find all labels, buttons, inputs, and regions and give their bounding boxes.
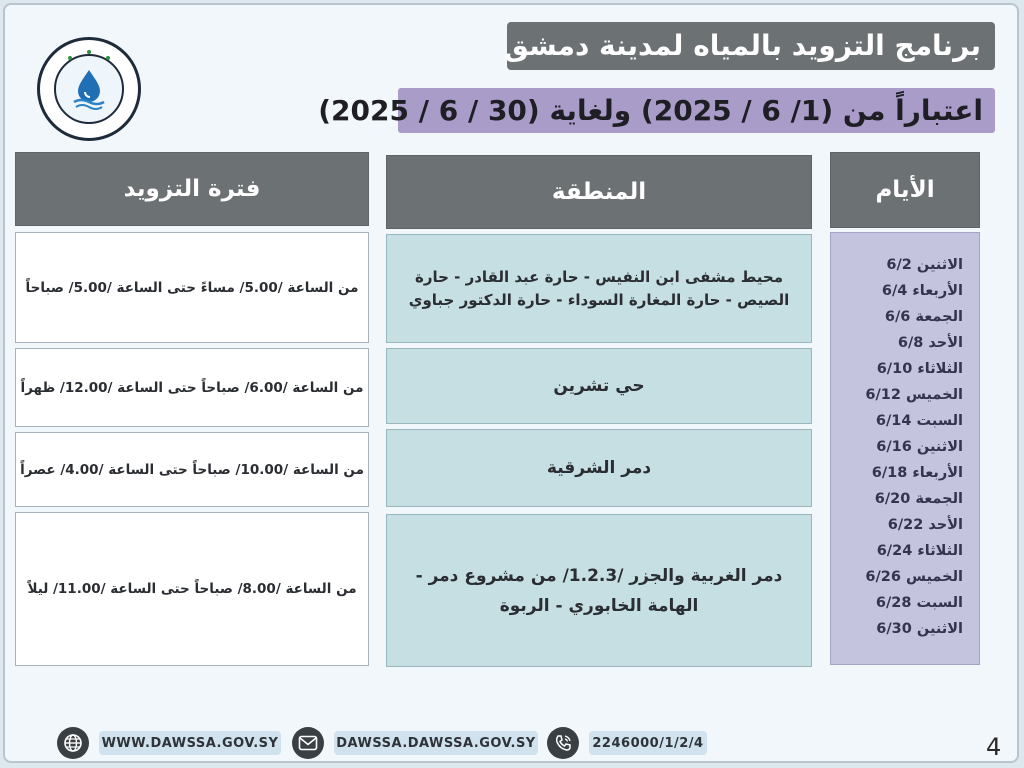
website-link[interactable]: WWW.DAWSSA.GOV.SY	[99, 731, 281, 755]
header-area: المنطقة	[386, 155, 812, 229]
day-item: الأربعاء 6/18	[871, 465, 963, 481]
day-item: الأربعاء 6/4	[881, 283, 963, 299]
organization-logo	[37, 37, 141, 141]
day-item: الخميس 6/12	[865, 387, 963, 403]
page	[3, 3, 1019, 763]
day-item: الأحد 6/8	[897, 335, 963, 351]
phone-icon	[547, 727, 579, 759]
period-cell: من الساعة /6.00/ صباحاً حتى الساعة /12.00/ ظهراً	[15, 348, 369, 427]
phone-number[interactable]: 2246000/1/2/4	[589, 731, 707, 755]
period-cell: من الساعة /8.00/ صباحاً حتى الساعة /11.00/ ليلاً	[15, 512, 369, 666]
date-range: اعتباراً من (1/ 6 / 2025) ولغاية (30 / 6 / 2025)	[398, 88, 995, 133]
water-drop-icon	[40, 40, 138, 138]
page-title: برنامج التزويد بالمياه لمدينة دمشق	[507, 22, 995, 70]
day-item: السبت 6/28	[875, 595, 963, 611]
header-days: الأيام	[830, 152, 980, 228]
area-cell: دمر الشرقية	[386, 429, 812, 507]
day-item: الاثنين 6/16	[876, 439, 963, 455]
page-number: 4	[986, 733, 1002, 761]
period-cell: من الساعة /10.00/ صباحاً حتى الساعة /4.00/ عصراً	[15, 432, 369, 507]
day-item: الثلاثاء 6/24	[876, 543, 963, 559]
day-item: الاثنين 6/2	[886, 257, 963, 273]
day-item: الأحد 6/22	[887, 517, 963, 533]
globe-icon	[57, 727, 89, 759]
day-item: السبت 6/14	[875, 413, 963, 429]
area-cell: حي تشرين	[386, 348, 812, 424]
mail-icon	[292, 727, 324, 759]
day-item: الاثنين 6/30	[876, 621, 963, 637]
period-cell: من الساعة /5.00/ مساءً حتى الساعة /5.00/ صباحاً	[15, 232, 369, 343]
day-item: الخميس 6/26	[865, 569, 963, 585]
area-cell: محيط مشفى ابن النفيس - حارة عبد القادر - حارة الصيص - حارة المغارة السوداء - حارة الدكتور جباوي	[386, 234, 812, 343]
email-link[interactable]: DAWSSA.DAWSSA.GOV.SY	[334, 731, 538, 755]
days-column	[830, 232, 980, 665]
day-item: الجمعة 6/20	[874, 491, 963, 507]
day-item: الجمعة 6/6	[884, 309, 963, 325]
area-cell: دمر الغربية والجزر /1.2.3/ من مشروع دمر - الهامة الخابوري - الربوة	[386, 514, 812, 667]
header-period: فترة التزويد	[15, 152, 369, 226]
day-item: الثلاثاء 6/10	[876, 361, 963, 377]
